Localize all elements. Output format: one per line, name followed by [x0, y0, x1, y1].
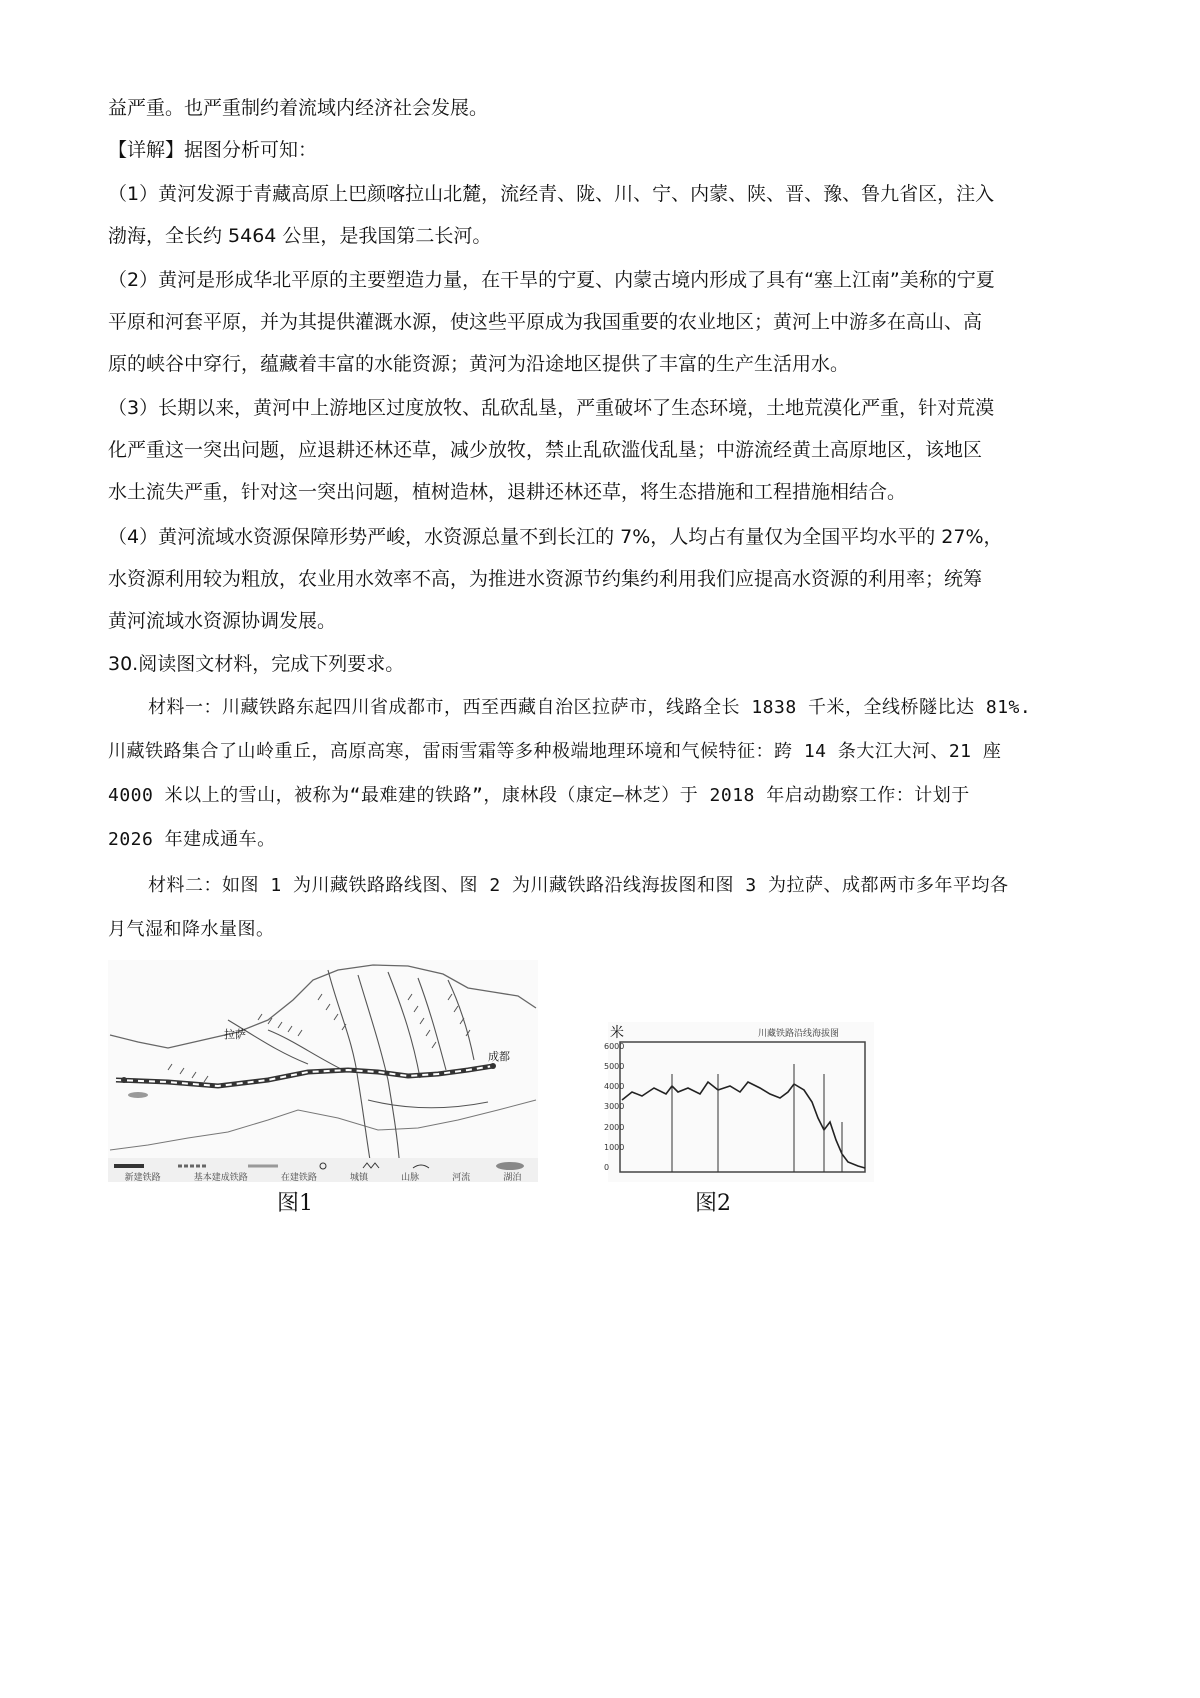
y-tick: 6000: [604, 1042, 625, 1051]
material-1-line-1: 材料一：川藏铁路东起四川省成都市，西至西藏自治区拉萨市，线路全长 1838 千米，全线桥隧比达 81%.: [148, 697, 1032, 718]
material-1-line-4: 2026 年建成通车。: [108, 829, 276, 850]
answer-4-line-3: 黄河流域水资源协调发展。: [108, 610, 337, 632]
answer-3-line-1: （3）长期以来，黄河中上游地区过度放牧、乱砍乱垦，严重破坏了生态环境，土地荒漠化严重，针对荒漠: [108, 397, 995, 419]
legend-new-railway: 新建铁路: [124, 1173, 161, 1183]
y-tick: 4000: [604, 1082, 625, 1092]
answer-2-line-2: 平原和河套平原，并为其提供灌溉水源，使这些平原成为我国重要的农业地区；黄河上中游多在高山、高: [108, 311, 983, 333]
figure-2-elevation-profile: [604, 1022, 874, 1182]
answer-1-line-2: 渤海，全长约 5464 公里，是我国第二长河。: [108, 225, 492, 247]
question-title: 30.阅读图文材料，完成下列要求。: [108, 653, 405, 675]
answer-2-line-3: 原的峡谷中穿行，蕴藏着丰富的水能资源；黄河为沿途地区提供了丰富的生产生活用水。: [108, 353, 850, 375]
answer-3-line-3: 水土流失严重，针对这一突出问题，植树造林，退耕还林还草，将生态措施和工程措施相结合。: [108, 481, 907, 503]
route-map-image: [108, 960, 538, 1182]
map-legend: [108, 1170, 538, 1183]
material-2-line-1: 材料二：如图 1 为川藏铁路路线图、图 2 为川藏铁路沿线海拔图和图 3 为拉萨、成都两市多年平均各: [148, 875, 1009, 896]
answer-4-line-1: （4）黄河流域水资源保障形势严峻，水资源总量不到长江的 7%，人均占有量仅为全国平均水平的 27%，: [108, 526, 1003, 548]
answer-2-line-1: （2）黄河是形成华北平原的主要塑造力量，在干旱的宁夏、内蒙古境内形成了具有“塞上江南”美称的宁夏: [108, 269, 995, 291]
legend-building-railway: 在建铁路: [280, 1173, 317, 1183]
map-label-lhasa: 拉萨: [224, 1028, 246, 1041]
figure-2-caption: 图2: [695, 1191, 731, 1216]
y-tick: 5000: [604, 1062, 625, 1072]
material-2-line-2: 月气湿和降水量图。: [108, 919, 275, 940]
legend-river: 河流: [452, 1173, 471, 1183]
y-tick: 2000: [604, 1122, 625, 1132]
map-label-chengdu: 成都: [488, 1050, 510, 1063]
answer-4-line-2: 水资源利用较为粗放，农业用水效率不高，为推进水资源节约集约利用我们应提高水资源的利用率；统筹: [108, 568, 983, 590]
y-tick: 0: [604, 1162, 610, 1172]
intro-line-2: 【详解】据图分析可知：: [108, 139, 318, 161]
answer-3-line-2: 化严重这一突出问题，应退耕还林还草，减少放牧，禁止乱砍滥伐乱垦；中游流经黄土高原地区，该地区: [108, 439, 983, 461]
material-1-line-2: 川藏铁路集合了山岭重丘，高原高寒，雷雨雪霜等多种极端地理环境和气候特征：跨 14 条大江大河、21 座: [108, 741, 1002, 762]
legend-town: 城镇: [349, 1173, 368, 1183]
material-1-line-3: 4000 米以上的雪山，被称为“最难建的铁路”，康林段（康定—林芝）于 2018 年启动勘察工作：计划于: [108, 785, 970, 806]
figure-1-caption: 图1: [277, 1191, 313, 1216]
answer-1-line-1: （1）黄河发源于青藏高原上巴颜喀拉山北麓，流经青、陇、川、宁、内蒙、陕、晋、豫、鲁九省区，注入: [108, 183, 995, 205]
legend-lake: 湖泊: [503, 1173, 522, 1183]
elevation-title: 川藏铁路沿线海拔图: [758, 1029, 840, 1039]
y-tick: 3000: [604, 1102, 625, 1112]
legend-mountain: 山脉: [401, 1173, 420, 1183]
elevation-y-ticks: [604, 1042, 624, 1172]
y-tick: 1000: [604, 1142, 625, 1152]
figure-1-route-map: [108, 960, 538, 1182]
elevation-unit: 米: [610, 1025, 624, 1041]
intro-line-1: 益严重。也严重制约着流域内经济社会发展。: [108, 97, 489, 119]
legend-built-railway: 基本建成铁路: [193, 1173, 248, 1183]
elevation-profile-image: [608, 1022, 874, 1182]
